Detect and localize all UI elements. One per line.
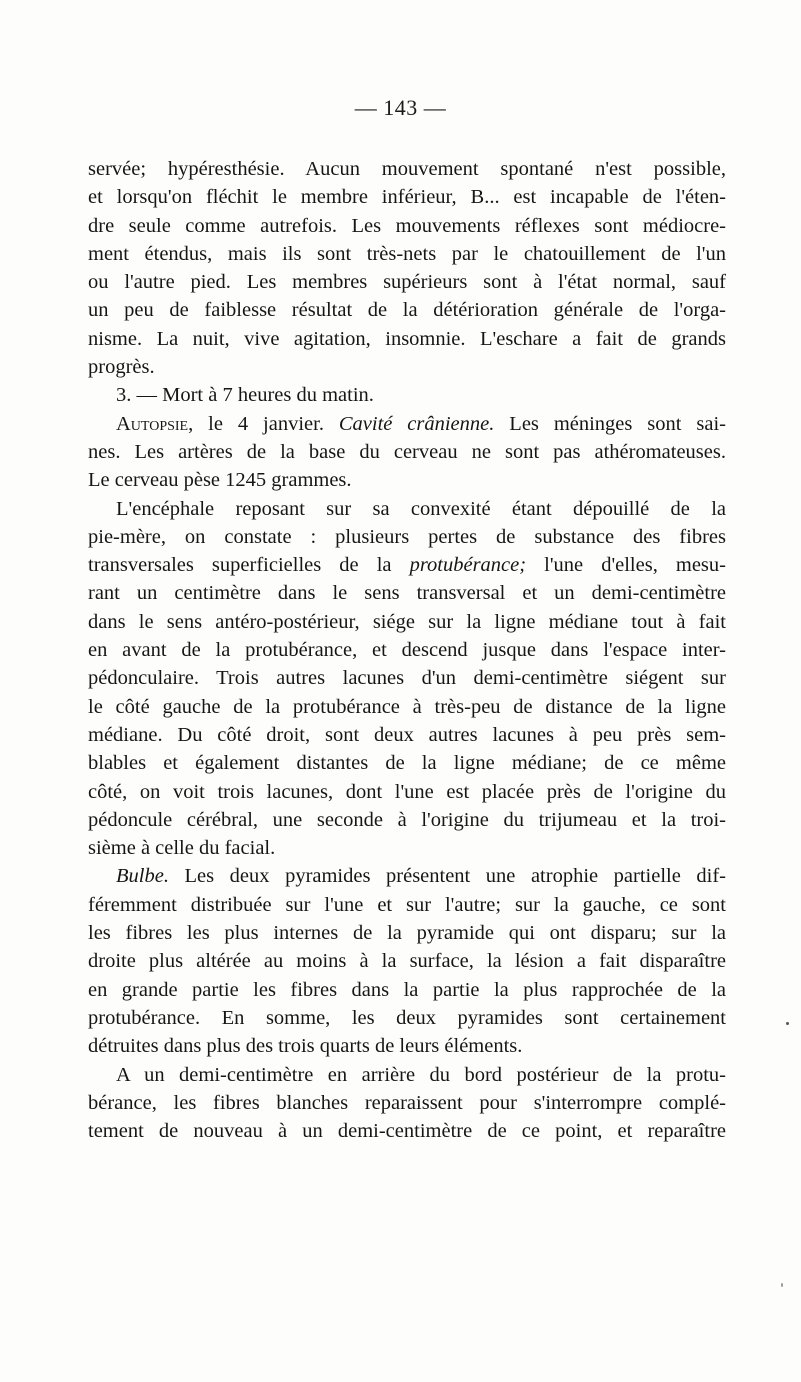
text-line: servée; hypéresthésie. Aucun mouvement spontané n'est possible, [88,158,726,180]
text-line: côté, on voit trois lacunes, dont l'une est placée près de l'origine du [88,780,726,803]
text-fragment: transversales superficielles de la [88,554,410,577]
text-line: détruites dans plus des trois quarts de leurs éléments. [88,1035,523,1058]
text-line: pie-mère, on constate : plusieurs pertes de substance des fibres [88,525,726,548]
text-line: ment étendus, mais ils sont très-nets par le chatouillement de l'un [88,242,726,265]
text-line: tement de nouveau à un demi-centimètre de ce point, et reparaître [88,1120,726,1143]
text-line: dre seule comme autrefois. Les mouvements réflexes sont médiocre- [88,214,726,237]
text-line: les fibres les plus internes de la pyramide qui ont disparu; sur la [88,922,726,945]
text-line: dans le sens antéro-postérieur, siége sur la ligne médiane tout à fait [88,610,726,633]
text-line: un peu de faiblesse résultat de la détérioration générale de l'orga- [88,299,726,322]
text-line: en grande partie les fibres dans la partie la plus rapprochée de la [88,978,726,1001]
text-line: progrès. [88,356,155,379]
paragraph-1 [88,155,726,381]
text-fragment: Les deux pyramides présentent une atrophie partielle dif- [168,865,726,888]
section-heading: Bulbe. [116,865,169,888]
text-line [88,410,726,438]
text-line: nisme. La nuit, vive agitation, insomnie. L'eschare a fait de grands [88,327,726,350]
text-line: et lorsqu'on fléchit le membre inférieur, B... est incapable de l'éten- [88,186,726,209]
text-line: protubérance. En somme, les deux pyramides sont certainement [88,1006,726,1029]
text-line: féremment distribuée sur l'une et sur l'autre; sur la gauche, ce sont [88,893,726,916]
text-line: ou l'autre pied. Les membres supérieurs sont à l'état normal, sauf [88,271,726,294]
scan-speck [781,1283,783,1287]
body-text [88,155,726,1145]
text-line: pédoncule cérébral, une seconde à l'origine du trijumeau et la troi- [88,808,726,831]
italic-term: protubérance; [409,554,527,577]
section-heading: Cavité crânienne. [338,412,495,435]
scan-speck [786,1022,789,1025]
text-line: pédonculaire. Trois autres lacunes d'un demi-centimètre siégent sur [88,667,726,690]
paragraph-2 [88,381,726,409]
text-fragment: Les méninges sont sai- [494,412,726,435]
text-line: médiane. Du côté droit, sont deux autres lacunes à peu près sem- [88,723,726,746]
paragraph-3 [88,410,726,495]
text-line: Le cerveau pèse 1245 grammes. [88,469,352,492]
text-line: droite plus altérée au moins à la surface, la lésion a fait disparaître [88,950,726,973]
text-line [88,551,726,579]
paragraph-6 [88,1061,726,1146]
page-number: — 143 — [354,95,447,120]
text-line: blables et également distantes de la ligne médiane; de ce même [88,752,726,775]
date-text: , le 4 janvier. [188,412,339,435]
text-line: le côté gauche de la protubérance à très-peu de distance de la ligne [88,695,726,718]
text-line: en avant de la protubérance, et descend jusque dans l'espace inter- [88,639,726,662]
paragraph-4 [88,495,726,863]
text-line: rant un centimètre dans le sens transversal et un demi-centimètre [88,582,726,605]
text-line: 3. — Mort à 7 heures du matin. [116,384,374,407]
text-line: nes. Les artères de la base du cerveau ne sont pas athéromateuses. [88,440,726,463]
text-fragment: l'une d'elles, mesu- [526,554,726,577]
text-line [88,862,726,890]
text-line: L'encéphale reposant sur sa convexité étant dépouillé de la [116,497,726,520]
text-line: A un demi-centimètre en arrière du bord postérieur de la protu- [116,1063,726,1086]
paragraph-5 [88,862,726,1060]
text-line: bérance, les fibres blanches reparaissent pour s'interrompre complé- [88,1091,726,1114]
text-line: sième à celle du facial. [88,837,276,860]
autopsie-heading: Autopsie [116,412,189,435]
